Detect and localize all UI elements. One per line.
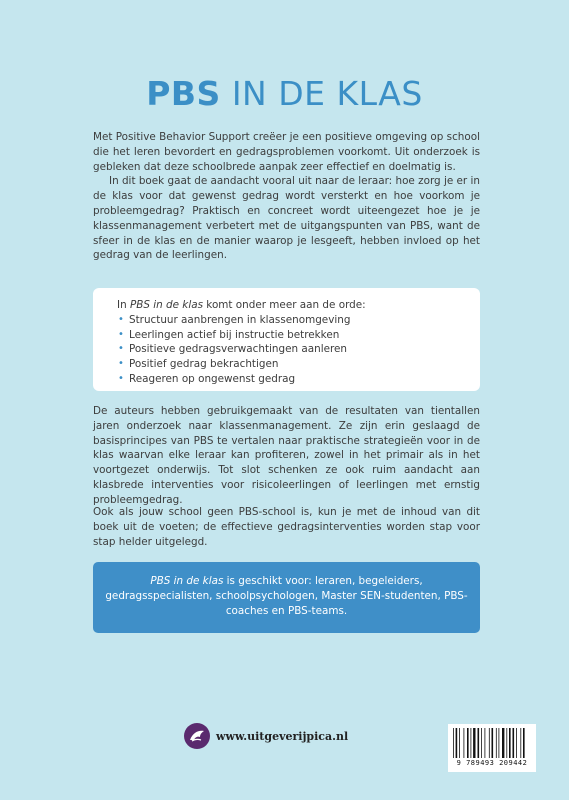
authors-paragraph xyxy=(93,404,480,508)
title-bold: PBS xyxy=(146,74,221,113)
barcode-bar xyxy=(496,728,497,758)
barcode-bar xyxy=(489,728,490,758)
barcode-bar xyxy=(464,728,465,758)
intro-paragraph-1: Met Positive Behavior Support creëer je een positieve omgeving op school die het leren bevordert en gedragsproblemen voorkomt. Uit onderzoek is gebleken dat deze schoolbrede aanpak zeer effectief en doelmatig is. xyxy=(93,131,480,173)
barcode-bar xyxy=(492,728,494,758)
pica-bird-logo-icon xyxy=(184,723,210,749)
bullet-icon: • xyxy=(118,343,124,355)
barcode-bar xyxy=(485,728,486,758)
title-rest: IN DE KLAS xyxy=(231,74,423,113)
book-title xyxy=(0,74,569,113)
topics-lead xyxy=(117,298,464,313)
bullet-icon: • xyxy=(118,313,124,325)
barcode-bar xyxy=(499,728,500,758)
list-item xyxy=(117,328,464,343)
isbn-number: 9 789493 209442 xyxy=(456,759,528,767)
bullet-icon: • xyxy=(118,328,124,340)
intro-paragraph-2: In dit boek gaat de aandacht vooral uit naar de leraar: hoe zorg je er in de klas voor dat gewenst gedrag wordt versterkt en hoe voorkom je probleemgedrag? Praktisch en concreet wordt uiteengezet hoe je je klassenmanagement verbetert met de uitgangspunten van PBS, want de sfeer in de klas en de manier waarop je lesgeeft, hebben invloed op het gedrag van de leerlingen. xyxy=(93,175,480,262)
list-item-text: Structuur aanbrengen in klassenomgeving xyxy=(129,313,351,326)
barcode-bar xyxy=(520,728,521,758)
list-item xyxy=(117,313,464,328)
audience-text: is geschikt voor: leraren, begeleiders, gedragsspecialisten, schoolpsychologen, Master SEN-studenten, PBS-coaches en PBS-teams. xyxy=(105,575,468,617)
audience-box xyxy=(93,562,480,633)
barcode-bar xyxy=(513,728,515,758)
barcode-bar xyxy=(516,728,517,758)
topics-lead-suffix: komt onder meer aan de orde: xyxy=(203,299,366,311)
jouw-school-paragraph xyxy=(93,505,480,549)
barcode-bar xyxy=(453,728,454,758)
isbn-barcode xyxy=(448,724,536,772)
topics-list xyxy=(117,313,464,387)
topics-box xyxy=(93,288,480,391)
barcode-bar xyxy=(456,728,458,758)
barcode-bar xyxy=(459,728,460,758)
publisher-url[interactable]: www.uitgeverijpica.nl xyxy=(216,729,349,743)
jouw-school-text: Ook als jouw school geen PBS-school is, kun je met de inhoud van dit boek uit de voeten; de effectieve gedragsinterventies worden stap voor stap helder uitgelegd. xyxy=(93,506,480,548)
barcode-bar xyxy=(467,728,469,758)
list-item-text: Positief gedrag bekrachtigen xyxy=(129,358,279,371)
publisher xyxy=(184,722,348,750)
barcode-bar xyxy=(506,728,507,758)
barcode-bar xyxy=(502,728,504,758)
barcode-bar xyxy=(478,728,480,758)
barcode-bar xyxy=(481,728,482,758)
authors-text: De auteurs hebben gebruikgemaakt van de resultaten van tientallen jaren onderzoek naar klassenmanagement. Ze zijn erin geslaagd de basisprincipes van PBS te vertalen naar praktische strategieën voor in de klas waarvan elke leraar kan profiteren, zowel in het primair als in het voortgezet onderwijs. Tot slot schenken ze ook ruim aandacht aan klasbrede interventies voor risicoleerlingen of leerlingen met ernstig probleemgedrag. xyxy=(93,405,480,506)
list-item-text: Positieve gedragsverwachtingen aanleren xyxy=(129,343,348,356)
topics-lead-italic: PBS in de klas xyxy=(129,299,203,311)
topics-lead-prefix: In xyxy=(117,299,130,311)
list-item-text: Reageren op ongewenst gedrag xyxy=(129,372,296,385)
barcode-bar xyxy=(473,728,475,758)
list-item xyxy=(117,372,464,387)
list-item xyxy=(117,342,464,357)
bullet-icon: • xyxy=(118,372,124,384)
audience-italic: PBS in de klas xyxy=(150,575,224,587)
barcode-bar xyxy=(509,728,511,758)
barcode-bar xyxy=(471,728,472,758)
bullet-icon: • xyxy=(118,358,124,370)
list-item-text: Leerlingen actief bij instructie betrekken xyxy=(129,328,340,341)
barcode-bars xyxy=(452,728,532,758)
barcode-bar xyxy=(523,728,525,758)
list-item xyxy=(117,357,464,372)
intro-text xyxy=(93,130,480,263)
